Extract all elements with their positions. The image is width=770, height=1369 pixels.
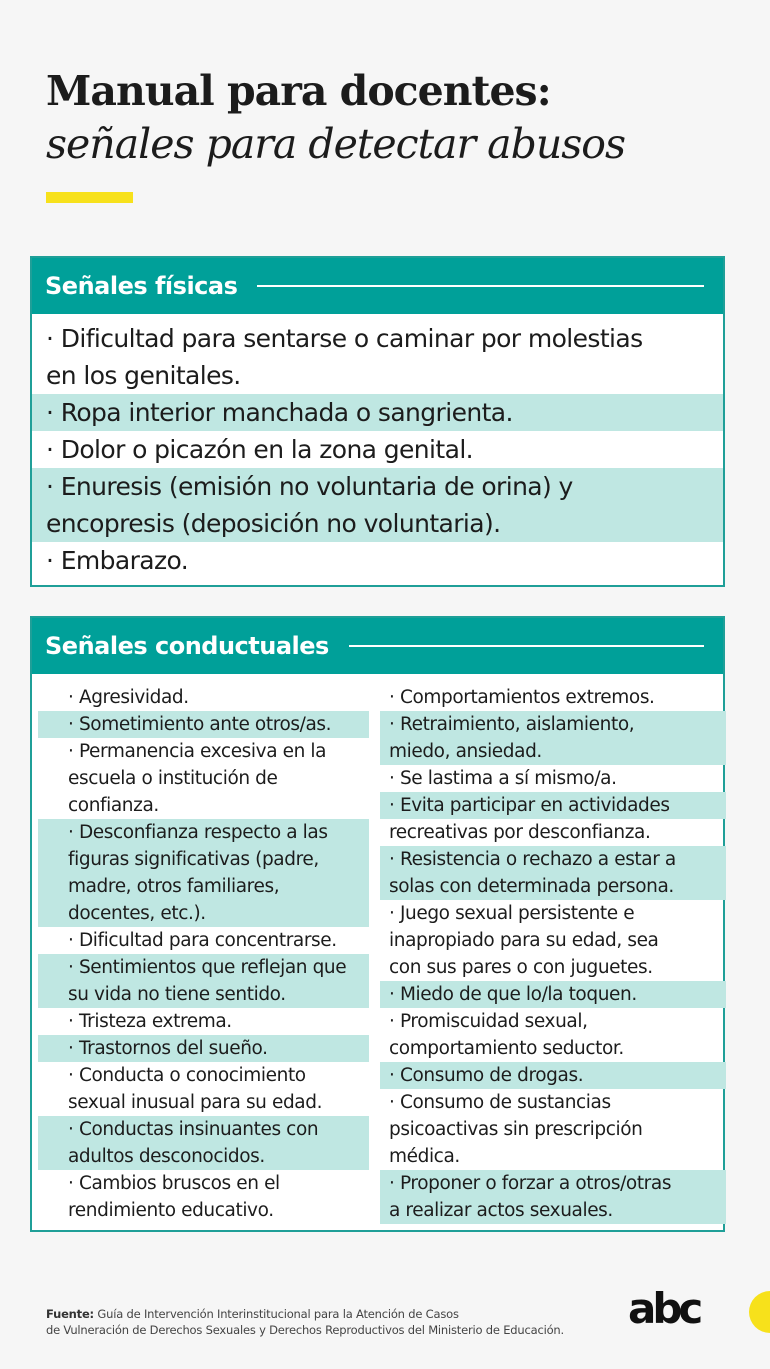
list-item: · Evita participar en actividades	[380, 792, 726, 819]
list-item: · Embarazo.	[46, 546, 189, 575]
list-item: en los genitales.	[46, 361, 241, 390]
panel-title: Señales físicas	[45, 272, 238, 300]
list-item: encopresis (deposición no voluntaria).	[32, 505, 723, 542]
list-item: con sus pares o con juguetes.	[389, 957, 653, 978]
list-item: · Retraimiento, aislamiento,	[380, 711, 726, 738]
header	[46, 64, 625, 170]
list-item: su vida no tiene sentido.	[38, 981, 369, 1008]
list-item: · Miedo de que lo/la toquen.	[380, 981, 726, 1008]
panel-header	[32, 618, 723, 674]
list-item: · Promiscuidad sexual,	[389, 1011, 588, 1032]
logo-text: abc	[628, 1290, 700, 1330]
list-item: · Dolor o picazón en la zona genital.	[46, 435, 474, 464]
panel-title: Señales conductuales	[45, 632, 329, 660]
list-item: · Juego sexual persistente e	[389, 903, 635, 924]
list-item: docentes, etc.).	[38, 900, 369, 927]
list-item: · Enuresis (emisión no voluntaria de orina) y	[32, 468, 723, 505]
list-item: inapropiado para su edad, sea	[389, 930, 659, 951]
list-item: · Dificultad para concentrarse.	[68, 930, 337, 951]
list-item: · Conductas insinuantes con	[38, 1116, 369, 1143]
list-item: · Ropa interior manchada o sangrienta.	[32, 394, 723, 431]
abc-logo	[628, 1290, 740, 1330]
panel-senales-fisicas	[30, 256, 725, 587]
list-item: madre, otros familiares,	[38, 873, 369, 900]
list-item: · Desconfianza respecto a las	[38, 819, 369, 846]
list-item: · Tristeza extrema.	[68, 1011, 232, 1032]
list-item: psicoactivas sin prescripción	[389, 1119, 643, 1140]
list-item: · Dificultad para sentarse o caminar por molestias	[46, 324, 643, 353]
list-item: · Resistencia o rechazo a estar a	[380, 846, 726, 873]
list-item: sexual inusual para su edad.	[68, 1092, 323, 1113]
header-rule	[257, 285, 704, 287]
list-item: a realizar actos sexuales.	[380, 1197, 726, 1224]
column-right	[380, 684, 726, 1224]
list-item: comportamiento seductor.	[389, 1038, 624, 1059]
list-item: médica.	[389, 1146, 460, 1167]
page-subtitle: señales para detectar abusos	[46, 120, 625, 168]
list-item: confianza.	[68, 795, 159, 816]
source-label: Fuente:	[46, 1307, 94, 1321]
list-item: · Proponer o forzar a otros/otras	[380, 1170, 726, 1197]
list-item: · Trastornos del sueño.	[38, 1035, 369, 1062]
panel-header	[32, 258, 723, 314]
list-item: adultos desconocidos.	[38, 1143, 369, 1170]
column-left	[38, 684, 369, 1224]
list-item: · Agresividad.	[68, 687, 189, 708]
list-item: · Comportamientos extremos.	[389, 687, 655, 708]
list-item: recreativas por desconfianza.	[389, 822, 651, 843]
list-item: · Cambios bruscos en el	[68, 1173, 280, 1194]
list-item: · Sentimientos que reflejan que	[38, 954, 369, 981]
list-item: escuela o institución de	[68, 768, 278, 789]
panel-senales-conductuales	[30, 616, 725, 1232]
list-item: figuras significativas (padre,	[38, 846, 369, 873]
list-item: · Consumo de sustancias	[389, 1092, 611, 1113]
accent-bar	[46, 192, 133, 203]
source-note	[46, 1306, 564, 1338]
page-title: Manual para docentes:	[46, 67, 551, 115]
list-item: · Permanencia excesiva en la	[68, 741, 327, 762]
header-rule	[349, 645, 704, 647]
logo-circle	[749, 1291, 770, 1333]
list-item: · Se lastima a sí mismo/a.	[389, 768, 617, 789]
list-item: rendimiento educativo.	[68, 1200, 274, 1221]
list-item: · Sometimiento ante otros/as.	[38, 711, 369, 738]
list-item: · Consumo de drogas.	[380, 1062, 726, 1089]
source-line-2: de Vulneración de Derechos Sexuales y Derechos Reproductivos del Ministerio de Educación.	[46, 1323, 564, 1337]
list-item: miedo, ansiedad.	[380, 738, 726, 765]
list-item: · Conducta o conocimiento	[68, 1065, 306, 1086]
source-line-1: Guía de Intervención Interinstitucional para la Atención de Casos	[97, 1307, 459, 1321]
list-item: solas con determinada persona.	[380, 873, 726, 900]
list-fisicas	[32, 314, 723, 579]
